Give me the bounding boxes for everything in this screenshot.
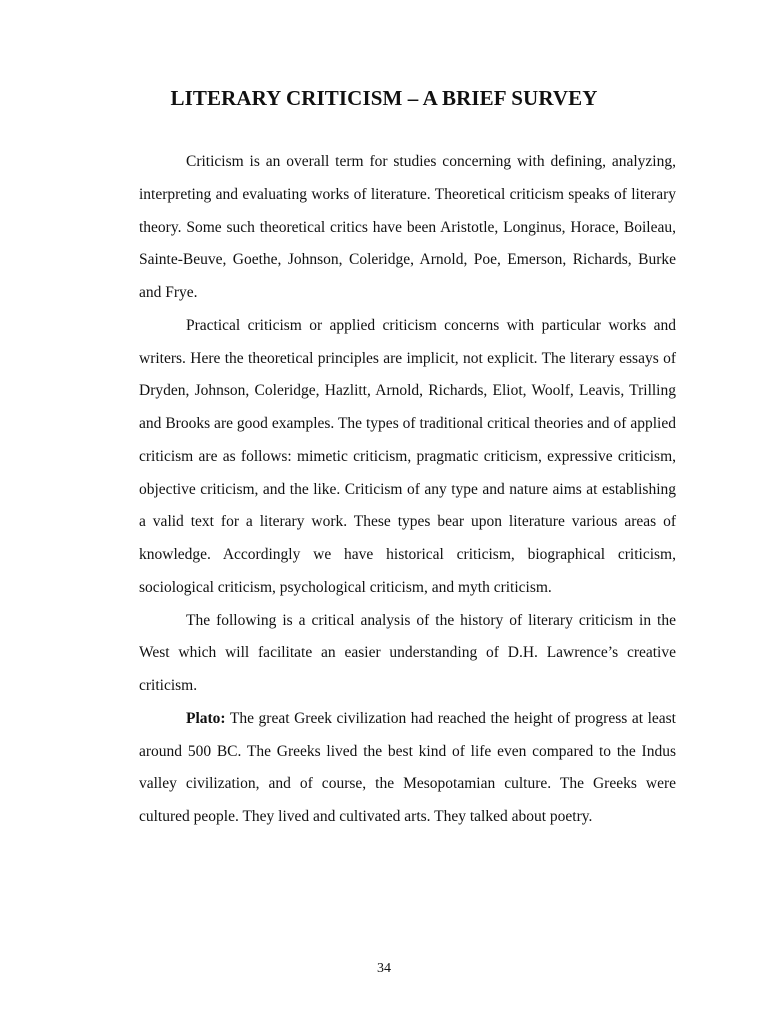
- paragraph-text: The great Greek civilization had reached the height of progress at least around 500 BC. The Greeks lived the best kind of life even compared to the Indus valley civilization, and of course, the Mesopotamian culture. The Greeks were cultured people. They lived and cultivated arts. They talked about poetry.: [139, 709, 676, 825]
- paragraph-criticism-definition: [139, 146, 676, 310]
- page-title: LITERARY CRITICISM – A BRIEF SURVEY: [170, 86, 598, 110]
- body-text: [139, 146, 676, 834]
- paragraph-text: Practical criticism or applied criticism concerns with particular works and writers. Here the theoretical principles are implicit, not explicit. The literary essays of Dryden, Johnson, Coleridge, Hazlitt, Arnold, Richards, Eliot, Woolf, Leavis, Trilling and Brooks are good examples. The types of traditional critical theories and of applied criticism are as follows: mimetic criticism, pragmatic criticism, expressive criticism, objective criticism, and the like. Criticism of any type and nature aims at establishing a valid text for a literary work. These types bear upon literature various areas of knowledge. Accordingly we have historical criticism, biographical criticism, sociological criticism, psychological criticism, and myth criticism.: [139, 316, 676, 596]
- paragraph-history-intro: [139, 605, 676, 703]
- paragraph-lead-plato: Plato:: [186, 709, 226, 727]
- paragraph-text: The following is a critical analysis of the history of literary criticism in the West which will facilitate an easier understanding of D.H. Lawrence’s creative criticism.: [139, 611, 676, 694]
- paragraph-practical-criticism: [139, 310, 676, 605]
- paragraph-text: Criticism is an overall term for studies concerning with defining, analyzing, interpreting and evaluating works of literature. Theoretical criticism speaks of literary theory. Some such theoretical critics have been Aristotle, Longinus, Horace, Boileau, Sainte-Beuve, Goethe, Johnson, Coleridge, Arnold, Poe, Emerson, Richards, Burke and Frye.: [139, 153, 676, 301]
- page-number: 34: [377, 961, 391, 976]
- paragraph-plato: [139, 703, 676, 834]
